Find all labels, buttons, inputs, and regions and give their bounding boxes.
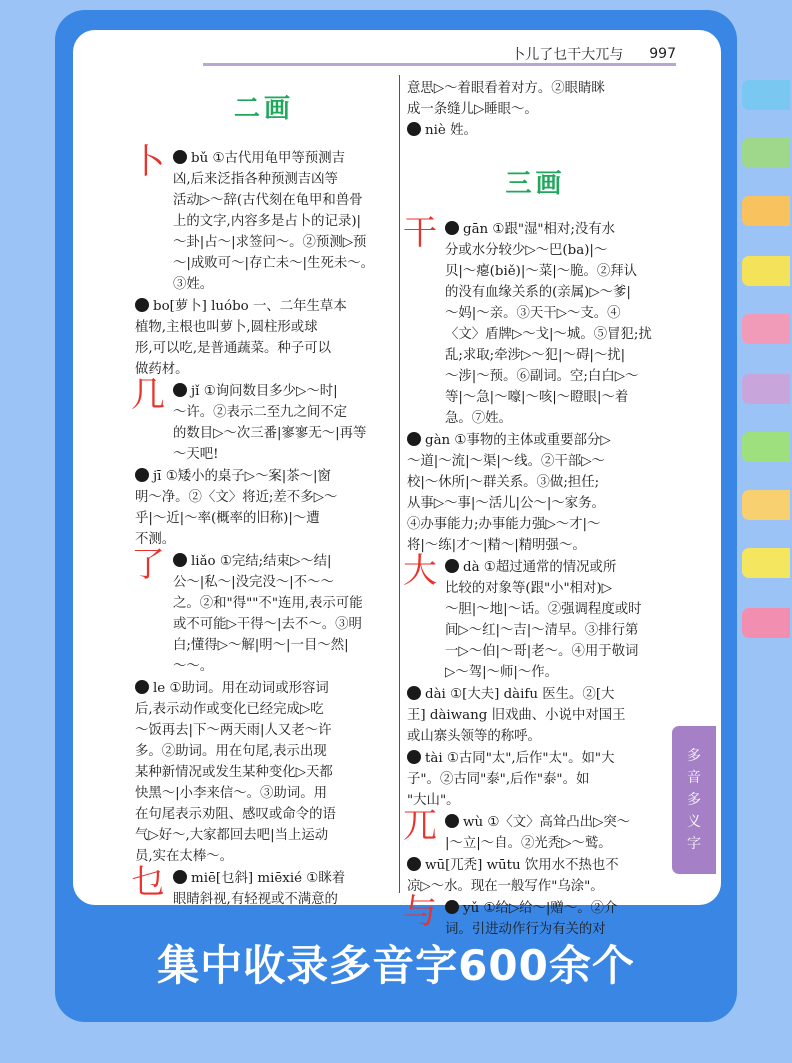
entry-text-line: 贝|～瘪(biě)|～菜|～脆。②拜认 xyxy=(445,264,638,279)
entry-text-line: 做药材。 xyxy=(135,362,189,377)
entry-text-line: ～道|～流|～渠|～线。②干部▷～ xyxy=(407,454,605,469)
page-header xyxy=(203,44,676,66)
entry-text-line: 比较的对象等(跟"小"相对)▷ xyxy=(445,581,612,596)
entry-text-line: ～|成败可～|存亡未～|生死未～。 xyxy=(173,256,375,271)
entry-text-line: tài ①古同"太",后作"太"。如"大 xyxy=(425,751,615,766)
entry-text-line: ③姓。 xyxy=(173,277,214,292)
headword-char: 卜 xyxy=(131,142,165,182)
dictionary-entry xyxy=(407,430,664,556)
entry-text-line: ～饭再去|下～两天雨|人又老～许 xyxy=(135,723,332,738)
entry-text-line: 后,表示动作或变化已经完成▷吃 xyxy=(135,702,324,717)
column-divider xyxy=(399,75,400,893)
entry-text-line: gān ①跟"湿"相对;没有水 xyxy=(463,222,616,237)
entry-text-line: |～立|～自。②光秃▷～鹫。 xyxy=(445,836,612,851)
entry-text-line: ▷～驾|～师|～作。 xyxy=(445,665,559,680)
tab-label-char: 字 xyxy=(687,836,701,852)
entry-text-line: ～卦|占～|求签问～。②预测▷预 xyxy=(173,235,367,250)
entry-text-line: ～天吧! xyxy=(173,447,219,462)
entry-text-line: 多。②助词。用在句尾,表示出现 xyxy=(135,744,327,759)
headword-char: 干 xyxy=(403,213,437,253)
entry-text-line: jǐ ①询问数目多少▷～时| xyxy=(191,384,338,399)
side-tab-label[interactable] xyxy=(672,726,716,874)
dictionary-page xyxy=(73,30,721,937)
entry-text-line: ～涉|～预。⑥副词。空;白白▷～ xyxy=(445,369,639,384)
entry-text-line: ～许。②表示二至九之间不定 xyxy=(173,405,348,420)
tab-label-char: 多 xyxy=(687,792,701,808)
side-tab[interactable] xyxy=(742,490,790,520)
dictionary-entry xyxy=(407,855,664,897)
sense-marker-icon xyxy=(445,814,459,828)
entry-text-line: 间▷～红|～吉|～清早。③排行第 xyxy=(445,623,639,638)
left-column xyxy=(131,78,393,911)
entry-text-line: 公～|私～|没完没～|不～～ xyxy=(173,575,334,590)
entry-text-line: ～～。 xyxy=(173,659,214,674)
stroke-heading-two: 二画 xyxy=(233,94,294,124)
headword-char: 兀 xyxy=(403,806,437,846)
dictionary-entry xyxy=(403,551,664,683)
sense-marker-icon xyxy=(445,559,459,573)
entry-text-line: 等|～急|～嚎|～咳|～瞪眼|～着 xyxy=(445,390,629,405)
entry-text-line: 乱;求取;牵涉▷～犯|～碍|～扰| xyxy=(445,348,626,363)
dictionary-entry xyxy=(135,466,393,550)
side-tab[interactable] xyxy=(742,374,790,404)
entry-text-line: 不测。 xyxy=(135,532,176,547)
entry-text-line: 〈文〉盾牌▷～戈|～城。⑤冒犯;扰 xyxy=(445,327,652,342)
sense-marker-icon xyxy=(407,686,421,700)
promo-banner: 集中收录多音字600余个 xyxy=(157,940,635,990)
entry-text-line: "大山"。 xyxy=(407,793,460,808)
entry-text-line: dài ①[大夫] dàifu 医生。②[大 xyxy=(425,687,615,702)
entry-text-line: liǎo ①完结;结束▷～结| xyxy=(191,554,332,569)
entry-text-line: 眼睛斜视,有轻视或不满意的 xyxy=(173,892,338,907)
sense-marker-icon xyxy=(173,553,187,567)
entry-text-line: 快黑～|小李来信～。③助词。用 xyxy=(135,786,327,801)
headword-char: 大 xyxy=(403,551,437,591)
right-column xyxy=(403,78,664,941)
entry-text-line: 王] dàiwang 旧戏曲、小说中对国王 xyxy=(407,708,626,723)
sense-marker-icon xyxy=(407,750,421,764)
entry-text-line: 员,实在太棒～。 xyxy=(135,849,233,864)
dictionary-entry xyxy=(131,862,393,910)
side-tab[interactable] xyxy=(742,608,790,638)
dictionary-entry xyxy=(131,545,393,677)
entry-text-line: 某种新情况或发生某种变化▷天都 xyxy=(135,765,333,780)
entry-text-line: 校|～休所|～群关系。③做;担任; xyxy=(407,475,600,490)
sense-marker-icon xyxy=(445,221,459,235)
dictionary-entry xyxy=(407,748,664,811)
sense-marker-icon xyxy=(173,870,187,884)
entry-text-line: 词。引进动作行为有关的对 xyxy=(445,922,606,937)
side-tab[interactable] xyxy=(742,314,790,344)
entry-text-line: 白;懂得▷～解|明～|一目～然| xyxy=(173,638,349,653)
entry-text-line: 急。⑦姓。 xyxy=(445,411,512,426)
entry-text-line: 明～净。②〈文〉将近;差不多▷～ xyxy=(135,490,338,505)
side-tabs xyxy=(742,30,792,905)
entry-text-line: wù ①〈文〉高耸凸出▷突～ xyxy=(463,815,631,830)
entry-text-line: 气▷好～,大家都回去吧|当上运动 xyxy=(135,828,329,843)
headword-char: 了 xyxy=(131,545,165,585)
entry-text-line: bǔ ①古代用龟甲等预测吉 xyxy=(191,151,345,166)
sense-marker-icon xyxy=(407,857,421,871)
dictionary-entry xyxy=(131,375,393,465)
entry-text-line: 从事▷～事|～活儿|公～|～家务。 xyxy=(407,496,605,511)
dictionary-entry xyxy=(135,296,393,380)
continued-text-line: 意思▷～着眼看着对方。②眼睛眯 xyxy=(407,81,605,96)
dictionary-entry xyxy=(135,678,393,867)
dictionary-entry xyxy=(407,684,664,747)
entry-text-line: 之。②和"得""不"连用,表示可能 xyxy=(173,596,363,611)
entry-text-line: 凉▷～水。现在一般写作"乌涂"。 xyxy=(407,879,604,894)
headword-char: 几 xyxy=(131,375,165,415)
entry-text-line: miē[乜斜] miēxié ①眯着 xyxy=(191,871,346,886)
dictionary-entry xyxy=(131,142,393,295)
entry-text-line: 的没有血缘关系的(亲属)▷～爹| xyxy=(445,285,631,300)
entry-text-line: yǔ ①给▷给～|赠～。②介 xyxy=(463,901,618,916)
page-number: 997 xyxy=(649,45,676,62)
tab-label-char: 音 xyxy=(687,770,701,786)
entry-text-line: 分或水分较少▷～巴(ba)|～ xyxy=(445,243,608,258)
stroke-heading-three: 三画 xyxy=(505,169,566,199)
entry-text-line: 上的文字,内容多是占卜的记录)| xyxy=(173,214,362,229)
tab-label-char: 义 xyxy=(687,814,701,830)
entry-text-line: 活动▷～辞(古代刻在龟甲和兽骨 xyxy=(173,193,363,208)
sense-marker-icon xyxy=(135,468,149,482)
entry-text-line: 凶,后来泛指各种预测吉凶等 xyxy=(173,172,338,187)
header-title: 卜儿了乜干大兀与 xyxy=(511,46,624,63)
entry-text-line: 将|～练|才～|精～|精明强～。 xyxy=(407,538,586,553)
entry-text-line: 乎|～近|～率(概率的旧称)|～遭 xyxy=(135,511,320,526)
side-tab[interactable] xyxy=(742,432,790,462)
entry-text-line: 一▷～伯|～哥|老～。④用于敬词 xyxy=(445,644,639,659)
entry-text-line: 形,可以吃,是普通蔬菜。种子可以 xyxy=(135,341,331,356)
tab-label-char: 多 xyxy=(687,748,701,764)
sense-marker-icon xyxy=(445,900,459,914)
entry-text-line: ～妈|～亲。③天干▷～支。④ xyxy=(445,306,621,321)
sense-marker-icon xyxy=(173,150,187,164)
entry-text-line: 子"。②古同"泰",后作"泰"。如 xyxy=(407,772,590,787)
side-tab[interactable] xyxy=(742,548,790,578)
entry-text-line: bo[萝卜] luóbo 一、二年生草本 xyxy=(153,299,347,314)
entry-text-line: jī ①矮小的桌子▷～案|茶～|窗 xyxy=(153,469,331,484)
sense-marker-icon xyxy=(135,680,149,694)
sense-marker-icon xyxy=(407,122,421,136)
side-tab[interactable] xyxy=(742,138,790,168)
entry-text-line: wū[兀秃] wūtu 饮用水不热也不 xyxy=(425,858,619,873)
entry-text-line: gàn ①事物的主体或重要部分▷ xyxy=(425,433,611,448)
entry-text-line: 在句尾表示劝阻、感叹或命令的语 xyxy=(135,807,336,822)
entry-text-line: 或不可能▷干得～|去不～。③明 xyxy=(173,617,362,632)
side-tab[interactable] xyxy=(742,80,790,110)
sense-marker-icon xyxy=(407,432,421,446)
headword-char: 与 xyxy=(403,892,437,932)
side-tab[interactable] xyxy=(742,256,790,286)
entry-text-line: le ①助词。用在动词或形容词 xyxy=(153,681,329,696)
continued-text-line: 成一条缝儿▷睡眼～。 xyxy=(407,102,538,117)
headword-char: 乜 xyxy=(131,862,165,902)
entry-text-line: ～胆|～地|～话。②强调程度或时 xyxy=(445,602,642,617)
entry-text-line: niè 姓。 xyxy=(425,123,477,138)
dictionary-entry xyxy=(407,120,664,141)
entry-text-line: 的数目▷～次三番|寥寥无～|再等 xyxy=(173,426,367,441)
side-tab[interactable] xyxy=(742,196,790,226)
sense-marker-icon xyxy=(173,383,187,397)
sense-marker-icon xyxy=(135,298,149,312)
entry-text-line: 植物,主根也叫萝卜,圆柱形或球 xyxy=(135,320,318,335)
dictionary-entry xyxy=(403,806,664,854)
entry-text-line: dà ①超过通常的情况或所 xyxy=(463,560,617,575)
entry-text-line: ④办事能力;办事能力强▷～才|～ xyxy=(407,517,601,532)
entry-text-line: 或山寨头领等的称呼。 xyxy=(407,729,541,744)
dictionary-entry xyxy=(403,213,664,429)
